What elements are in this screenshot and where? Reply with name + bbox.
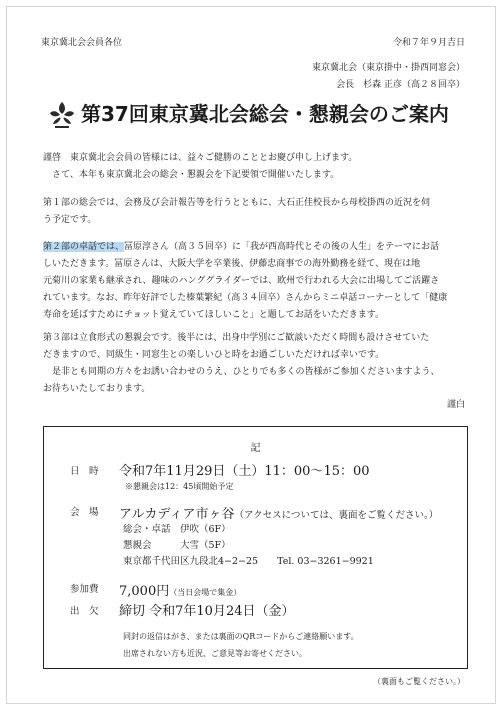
part2-line: しいただきます。冨原さんは、大阪大学を卒業後、伊藤忠商事での海外勤務を経て、現在は地 xyxy=(43,259,421,269)
rsvp-deadline: 締切 令和7年10月24日（金） xyxy=(119,604,295,619)
rsvp-note: 同封の返信はがき、または裏面のQRコードからご連絡願います。 xyxy=(123,632,359,641)
footer-note: （裏面もご覧ください。） xyxy=(373,677,465,686)
part2-line: 元菊川の家業も継承され、趣味のハンググライダーでは、欧州で行われる大会に出場してご活躍さ xyxy=(43,276,440,286)
event-details-box xyxy=(43,426,468,669)
part2-line: れています。なお、昨年好評でした榛葉繁紀（高３４回卒）さんからミニ卓話コーナーとして「健康 xyxy=(43,293,448,303)
datetime-label: 日 時 xyxy=(70,466,99,477)
venue-name: アルカディア市ヶ谷 xyxy=(119,507,235,522)
part2-line: 冨原淳さん（高３５回卒）に「我が西高時代とその後の人生」をテーマにお話 xyxy=(124,242,440,252)
part1-paragraph xyxy=(43,195,473,229)
part2-line: 寿命を延ばすためにチョット覚えていてほしいこと」と題してお話をいただきます。 xyxy=(43,310,385,320)
sender-name: 会長 杉森 正彦（高２８回卒） xyxy=(336,80,465,90)
intro-line: 謹啓 東京冀北会会員の皆様には、益々ご健勝のこととお慶び申し上げます。 xyxy=(43,153,358,163)
venue-line xyxy=(119,503,438,524)
part3-line: だきますので、同級生・同窓生との楽しいひと時をお過ごしいただければ幸いです。 xyxy=(43,350,385,360)
selected-text-highlight[interactable]: 第２部の卓話では、 xyxy=(43,242,125,252)
part3-line: お待ちいたしております。 xyxy=(43,384,151,394)
closing-word: 謹白 xyxy=(446,400,465,410)
fee-value: 7,000円 xyxy=(119,584,170,599)
intro-paragraph xyxy=(43,150,473,184)
venue-room: 懇親会 大雪（5F） xyxy=(123,540,231,551)
addressee: 東京冀北会会員各位 xyxy=(41,38,123,48)
venue-label: 会 場 xyxy=(70,507,99,518)
fee-label: 参加費 xyxy=(70,584,99,595)
issue-date: 令和７年９月吉日 xyxy=(392,38,465,48)
school-crest-icon xyxy=(47,100,77,130)
datetime-note: ※懇親会は12：45頃開始予定 xyxy=(125,482,234,491)
venue-note: （アクセスについては、裏面をご覧ください。） xyxy=(234,510,439,521)
fee-note: （当日会場で集金） xyxy=(169,588,242,597)
rsvp-label: 出 欠 xyxy=(70,606,99,617)
part1-line: う予定です。 xyxy=(43,215,97,225)
sender-organization: 東京冀北会（東京掛中・掛西同窓会） xyxy=(311,63,465,73)
part2-first-line xyxy=(43,239,473,256)
part2-paragraph xyxy=(43,239,473,324)
part3-paragraph xyxy=(43,330,473,398)
details-heading: 記 xyxy=(250,443,261,454)
venue-address: 東京都千代田区九段北4−2−25 Tel. 03−3261−9921 xyxy=(123,556,374,567)
datetime-value: 令和7年11月29日（土）11：00〜15：00 xyxy=(119,464,370,479)
part3-line: 第３部は立食形式の懇親会です。後半には、出身中学別にご歓談いただく時間も設けさせていた xyxy=(43,333,430,343)
intro-line: さて、本年も東京冀北会の総会・懇親会を下記要領で開催いたします。 xyxy=(43,170,340,180)
rsvp-note: 出席されない方も近況、ご意見等お寄せください。 xyxy=(123,649,307,658)
page-title: 第37回東京冀北会総会・懇親会のご案内 xyxy=(81,102,449,126)
venue-room: 総会・卓話 伊吹（6F） xyxy=(123,524,231,535)
fee-line xyxy=(119,580,241,601)
part3-line: 是非とも同期の方々をお誘い合わせのうえ、ひとりでも多くの皆様がご参加くださいますよう、 xyxy=(43,367,440,377)
part1-line: 第１部の総会では、会務及び会計報告等を行うとともに、大石正佳校長から母校掛西の近況を伺 xyxy=(43,198,431,208)
invitation-page xyxy=(6,6,496,704)
